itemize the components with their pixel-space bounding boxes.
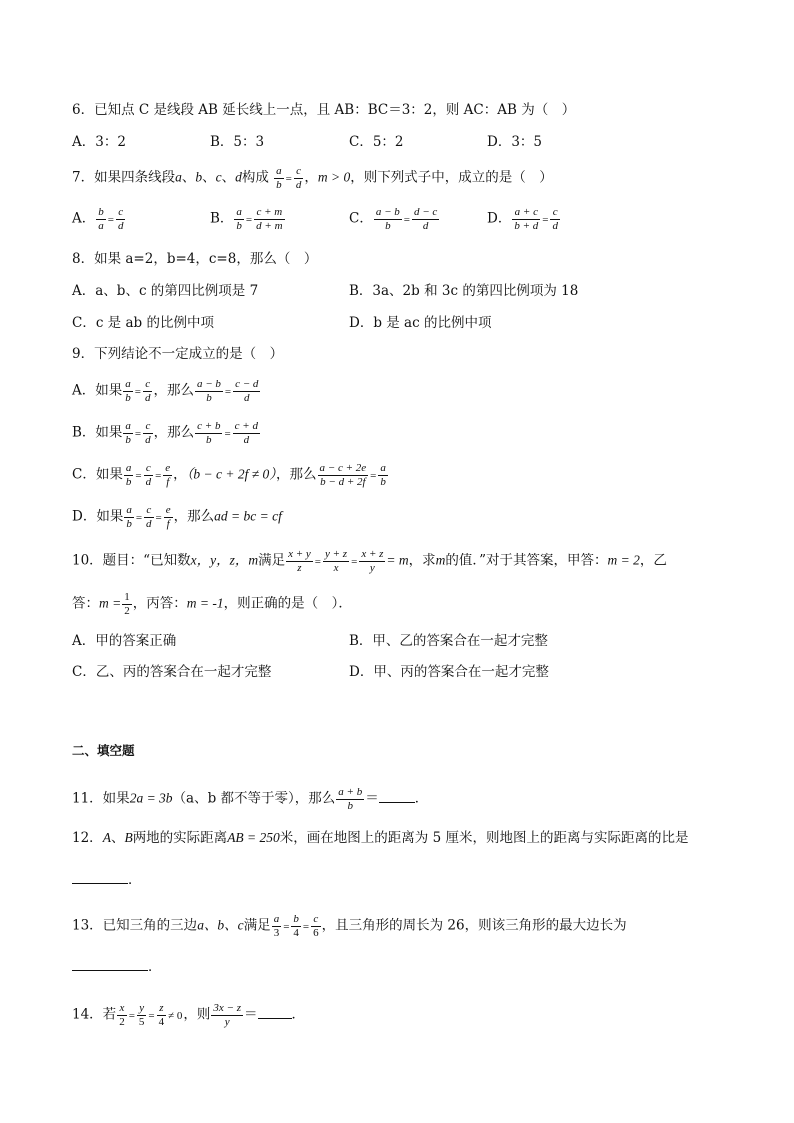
- q10-option-b: B．甲、乙的答案合在一起才完整: [349, 633, 548, 649]
- q7-option-d: D． $\frac{a + c}{b + d}$ = $\frac{c}{d}$: [487, 206, 558, 232]
- q9-option-d: D．如果 $\frac{a}{b}$ = $\frac{c}{d}$ = $\frac{e}{f}$ ，那么ad = bc = cf: [72, 504, 282, 530]
- question-13: 13．已知三角的三边a、b、c满足 $\frac{a}{3}$ = $\frac{b}{4}$ = $\frac{c}{6}$ ，且三角形的周长为 26，则该三角形的最大边长为: [72, 913, 627, 939]
- question-10-line2: 答：m = $\frac{1}{2}$ ，丙答：m = -1，则正确的是（ ）．: [72, 591, 352, 617]
- q8-option-c: C．c 是 ab 的比例中项: [72, 315, 214, 331]
- answer-blank[interactable]: [379, 790, 415, 803]
- question-10-stem: 10．题目：“已知数x，y，z，m满足 $\frac{x + y}{z}$ = $\frac{y + z}{x}$ = $\frac{x + z}{y}$ = m，求m的值．”对于其答案，甲答：m = 2，乙: [72, 548, 667, 574]
- q6-option-a: A．3：2: [72, 134, 126, 150]
- question-11: 11．如果2a = 3b（a、b 都不等于零），那么 $\frac{a + b}{b}$ ＝ ．: [72, 786, 429, 812]
- question-8-stem: 8．如果 a=2，b=4，c=8，那么（ ）: [72, 251, 318, 267]
- fraction: $\frac{c}{d}$: [295, 165, 302, 191]
- q6-option-c: C．5：2: [349, 134, 404, 150]
- fraction: $\frac{a}{b}$: [276, 165, 282, 191]
- answer-blank[interactable]: [72, 871, 128, 884]
- question-7-stem: 7．如果四条线段a、b、c、d构成 $\frac{a}{b}$ = $\frac{c}{d}$ ，m > 0，则下列式子中，成立的是（ ）: [72, 165, 553, 191]
- q9-option-b: B．如果 $\frac{a}{b}$ = $\frac{c}{d}$ ，那么 $\frac{c + b}{b}$ = $\frac{c + d}{d}$: [72, 420, 258, 446]
- question-12-line2: ．: [72, 871, 142, 888]
- answer-blank[interactable]: [72, 958, 148, 971]
- q7-option-b: B． $\frac{a}{b}$ = $\frac{c + m}{d + m}$: [210, 206, 283, 232]
- q9-option-c: C．如果 $\frac{a}{b}$ = $\frac{c}{d}$ = $\frac{e}{f}$ ，（b − c + 2f ≠ 0），那么 $\frac{a - c + 2e}{b - d + 2f}$ = $\frac{a}{b}$: [72, 462, 386, 488]
- q6-option-b: B．5：3: [210, 134, 265, 150]
- q10-option-d: D．甲、丙的答案合在一起才完整: [349, 664, 549, 680]
- question-9-stem: 9．下列结论不一定成立的是（ ）: [72, 346, 284, 362]
- q6-option-d: D．3：5: [487, 134, 543, 150]
- answer-blank[interactable]: [258, 1006, 292, 1019]
- question-14: 14．若 $\frac{x}{2}$ = $\frac{y}{5}$ = $\frac{z}{4}$ ≠ 0，则 $\frac{3x - z}{y}$ ＝ ．: [72, 1002, 306, 1028]
- q8-option-a: A．a、b、c 的第四比例项是 7: [72, 283, 259, 299]
- question-12: 12．A、B两地的实际距离AB = 250米，画在地图上的距离为 5 厘米，则地图上的距离与实际距离的比是: [72, 830, 689, 846]
- section-heading: 二、填空题: [72, 743, 135, 758]
- q10-option-a: A．甲的答案正确: [72, 633, 177, 649]
- q8-option-b: B．3a、2b 和 3c 的第四比例项为 18: [349, 283, 579, 299]
- q8-option-d: D．b 是 ac 的比例中项: [349, 315, 492, 331]
- question-13-line2: ．: [72, 958, 162, 975]
- q7-option-a: A． $\frac{b}{a}$ = $\frac{c}{d}$: [72, 206, 124, 232]
- q10-option-c: C．乙、丙的答案合在一起才完整: [72, 664, 272, 680]
- q9-option-a: A．如果 $\frac{a}{b}$ = $\frac{c}{d}$ ，那么 $\frac{a - b}{b}$ = $\frac{c - d}{d}$: [72, 378, 259, 404]
- question-6-stem: 6．已知点 C 是线段 AB 延长线上一点，且 AB：BC＝3：2，则 AC：AB 为（ ）: [72, 102, 576, 118]
- q7-option-c: C． $\frac{a - b}{b}$ = $\frac{d - c}{d}$: [349, 206, 438, 232]
